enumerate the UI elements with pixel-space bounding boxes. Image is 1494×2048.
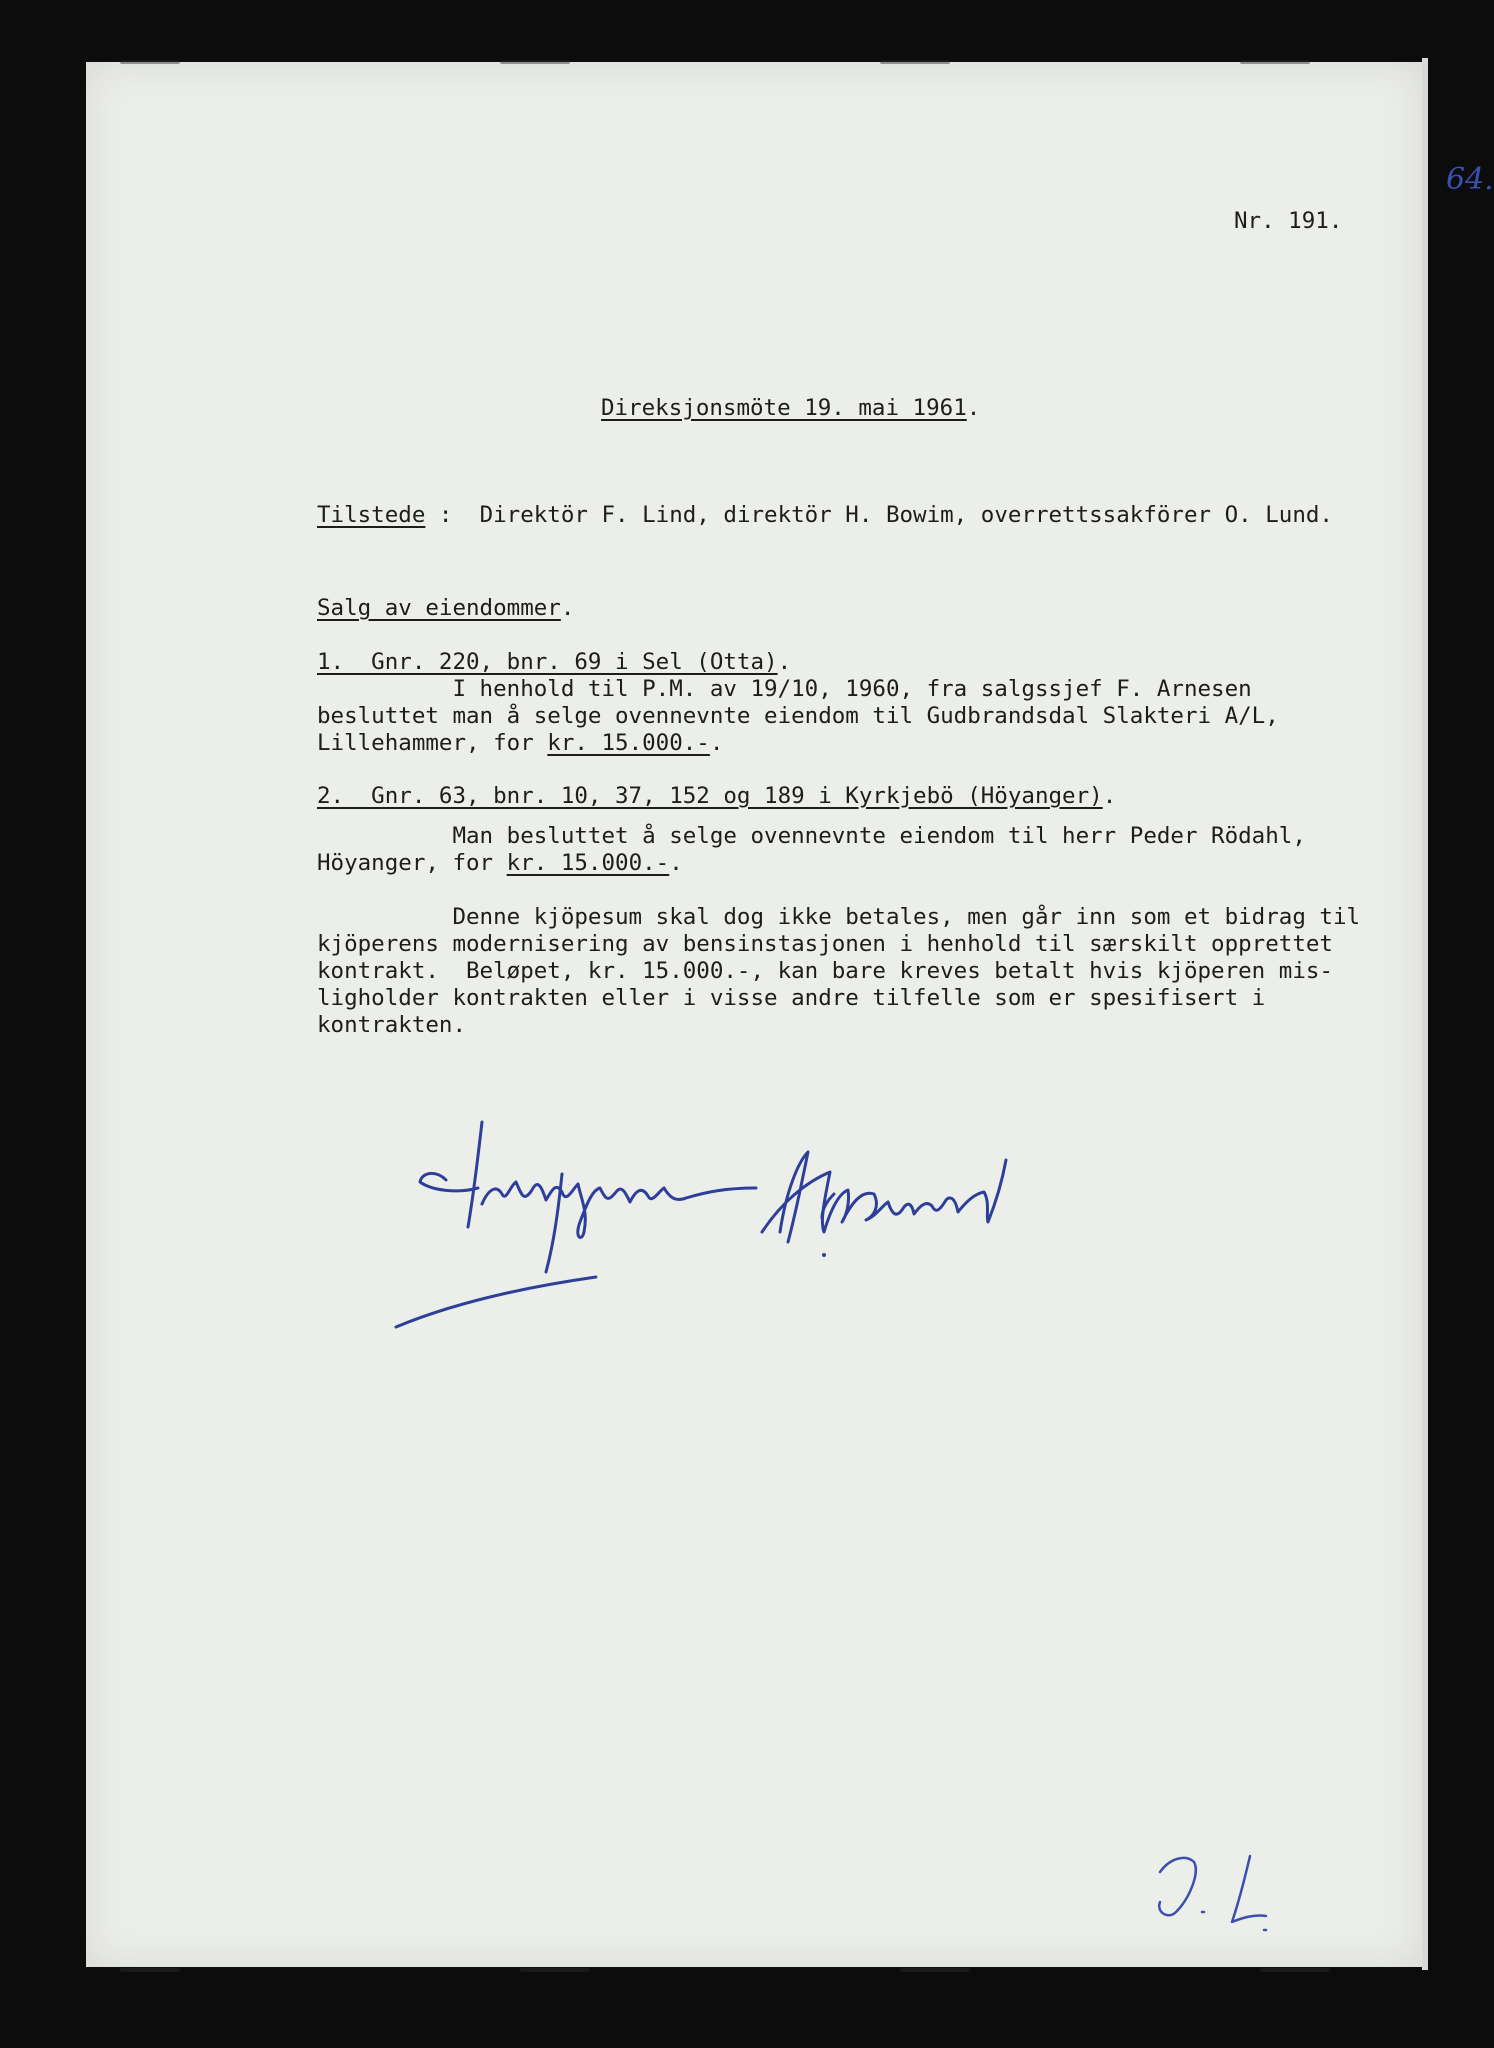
item-1-line3-suffix: . bbox=[709, 730, 724, 756]
paragraph-line: Denne kjöpesum skal dog ikke betales, men går inn som et bidrag til bbox=[317, 904, 1361, 930]
attendance-separator: : bbox=[425, 502, 480, 528]
meeting-title bbox=[601, 395, 980, 422]
scan-edge-mark bbox=[1240, 60, 1310, 64]
item-2-line2-suffix: . bbox=[669, 850, 683, 876]
item-1-amount: kr. 15.000.- bbox=[547, 730, 710, 756]
attendance-text: Direktör F. Lind, direktör H. Bowim, overrettssakförer O. Lund. bbox=[479, 502, 1333, 528]
item-2-line2-prefix: Höyanger, for bbox=[317, 850, 507, 876]
item-1-heading-text: 1. Gnr. 220, bnr. 69 i Sel (Otta) bbox=[317, 649, 778, 675]
initials-signature bbox=[1146, 1842, 1296, 1952]
signature-right bbox=[726, 1082, 1066, 1322]
meeting-title-text: Direksjonsmöte 19. mai 1961 bbox=[601, 395, 967, 421]
paragraph-line: kontrakten. bbox=[317, 1012, 467, 1038]
scan-edge-mark bbox=[900, 1968, 970, 1972]
document-number: Nr. 191. bbox=[1234, 208, 1343, 234]
item-2-amount: kr. 15.000.- bbox=[506, 850, 670, 876]
scan-edge-mark bbox=[520, 1968, 590, 1972]
attendance-line bbox=[317, 502, 1333, 529]
scan-edge-mark bbox=[1260, 1968, 1330, 1972]
attendance-label: Tilstede bbox=[317, 502, 426, 528]
scan-edge-mark bbox=[880, 60, 950, 64]
section-heading-text: Salg av eiendommer bbox=[317, 595, 561, 621]
item-1-heading-period: . bbox=[777, 649, 792, 675]
item-1-line bbox=[317, 730, 723, 757]
item-1-heading bbox=[317, 649, 791, 676]
item-1-line: besluttet man å selge ovennevnte eiendom til Gudbrandsdal Slakteri A/L, bbox=[317, 703, 1279, 729]
scan-edge-mark bbox=[120, 1968, 180, 1972]
paragraph-line: kontrakt. Beløpet, kr. 15.000.-, kan bare kreves betalt hvis kjöperen mis- bbox=[317, 958, 1333, 984]
folio-number: 64. bbox=[1446, 162, 1494, 197]
item-2-heading-period: . bbox=[1102, 783, 1117, 809]
item-2-heading bbox=[317, 783, 1116, 810]
document-page bbox=[86, 62, 1494, 1967]
item-1-line3-prefix: Lillehammer, for bbox=[317, 730, 548, 756]
item-2-heading-text: 2. Gnr. 63, bnr. 10, 37, 152 og 189 i Kyrkjebö (Höyanger) bbox=[317, 783, 1103, 809]
item-2-line: Man besluttet å selge ovennevnte eiendom til herr Peder Rödahl, bbox=[317, 823, 1306, 849]
scan-edge-mark bbox=[500, 60, 570, 64]
paragraph-line: kjöperens modernisering av bensinstasjonen i henhold til særskilt opprettet bbox=[317, 931, 1333, 957]
page-edge bbox=[1422, 58, 1428, 1970]
meeting-title-period: . bbox=[966, 395, 981, 421]
section-heading-period: . bbox=[560, 595, 575, 621]
scan-edge-mark bbox=[120, 60, 180, 64]
item-2-line bbox=[317, 850, 683, 877]
item-1-line: I henhold til P.M. av 19/10, 1960, fra salgssjef F. Arnesen bbox=[317, 676, 1252, 702]
paragraph-line: ligholder kontrakten eller i visse andre tilfelle som er spesifisert i bbox=[317, 985, 1266, 1011]
section-heading bbox=[317, 595, 574, 622]
